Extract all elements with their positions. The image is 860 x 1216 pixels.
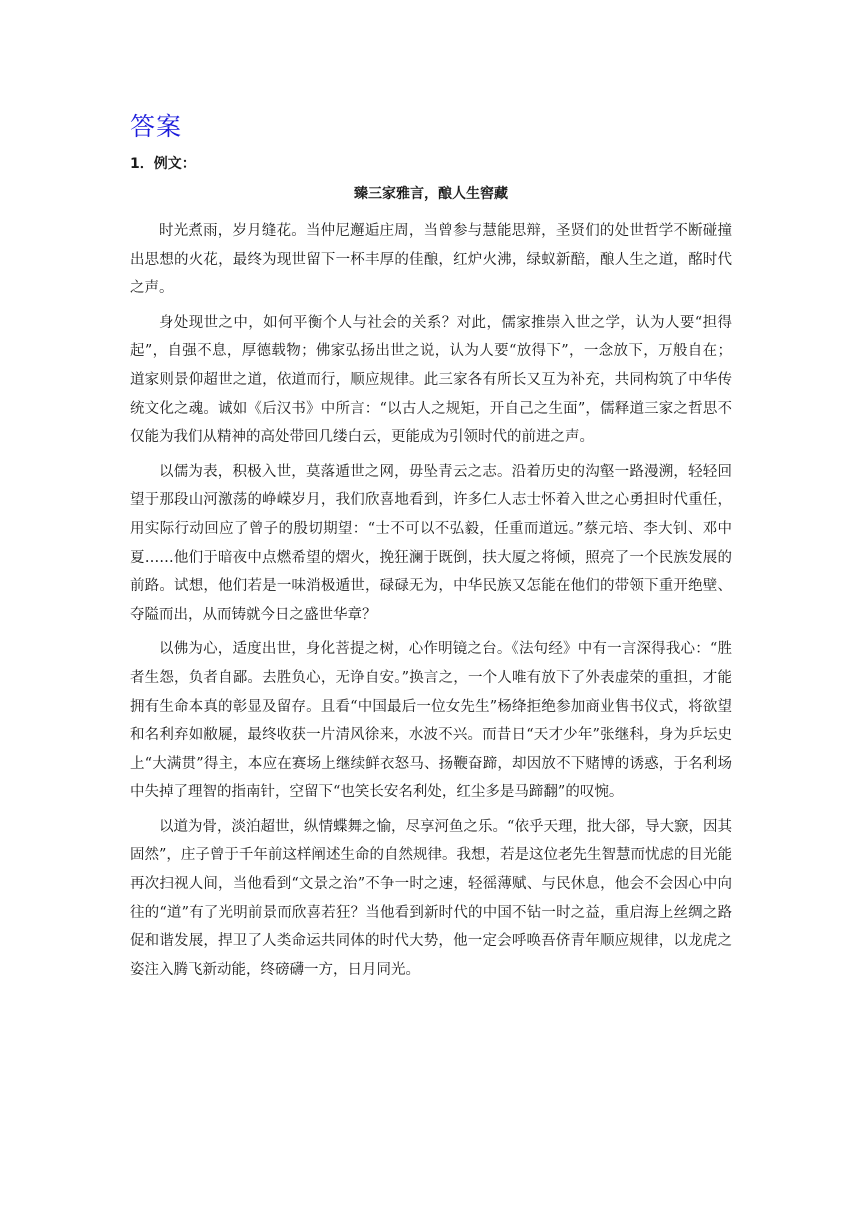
essay-paragraph: 以佛为心，适度出世，身化菩提之树，心作明镜之台。《法句经》中有一言深得我心：“胜者生怨，负者自鄙。去胜负心，无诤自安。”换言之，一个人唯有放下了外表虚荣的重担，才能拥有生命本真的彰显及留存。且看“中国最后一位女先生”杨绛拒绝参加商业售书仪式，将欲望和名利弃如敝屣，最终收获一片清风徐来，水波不兴。而昔日“天才少年”张继科，身为乒坛史上“大满贯”得主，本应在赛场上继续鲜衣怒马、扬鞭奋蹄，却因放不下赌博的诱惑，于名利场中失掉了理智的指南针，空留下“也笑长安名利处，红尘多是马蹄翻”的叹惋。 <box>130 641 732 801</box>
essay-paragraph: 以儒为表，积极入世，莫落遁世之网，毋坠青云之志。沿着历史的沟壑一路漫溯，轻轻回望于那段山河激荡的峥嵘岁月，我们欣喜地看到，许多仁人志士怀着入世之心勇担时代重任，用实际行动回应了曾子的殷切期望：“士不可以不弘毅，任重而道远。”蔡元培、李大钊、邓中夏……他们于暗夜中点燃希望的熠火，挽狂澜于既倒，扶大厦之将倾，照亮了一个民族发展的前路。试想，他们若是一味消极遁世，碌碌无为，中华民族又怎能在他们的带领下重开绝壁、夺隘而出，从而铸就今日之盛世华章？ <box>130 463 732 623</box>
answer-page <box>130 110 732 990</box>
item-label: 1．例文： <box>130 156 196 172</box>
essay-paragraph: 时光煮雨，岁月缝花。当仲尼邂逅庄周，当曾参与慧能思辩，圣贤们的处世哲学不断碰撞出思想的火花，最终为现世留下一杯丰厚的佳酿，红炉火沸，绿蚁新醅，酿人生之道，酩时代之声。 <box>130 223 732 297</box>
essay-paragraph: 身处现世之中，如何平衡个人与社会的关系？对此，儒家推崇入世之学，认为人要“担得起”，自强不息，厚德载物；佛家弘扬出世之说，认为人要“放得下”，一念放下，万般自在；道家则景仰超世之道，依道而行，顺应规律。此三家各有所长又互为补充，共同构筑了中华传统文化之魂。诚如《后汉书》中所言：“以古人之规矩，开自己之生面”，儒释道三家之哲思不仅能为我们从精神的高处带回几缕白云，更能成为引领时代的前进之声。 <box>130 314 732 446</box>
answer-heading: 答案 <box>130 112 183 141</box>
essay-paragraph: 以道为骨，淡泊超世，纵情蝶舞之愉，尽享河鱼之乐。“依乎天理，批大郤，导大窾，因其固然”，庄子曾于千年前这样阐述生命的自然规律。我想，若是这位老先生智慧而忧虑的目光能再次扫视人间，当他看到“文景之治”不争一时之速，轻徭薄赋、与民休息，他会不会因心中向往的“道”有了光明前景而欣喜若狂？当他看到新时代的中国不钻一时之益，重启海上丝绸之路促和谐发展，捍卫了人类命运共同体的时代大势，他一定会呼唤吾侪青年顺应规律，以龙虎之姿注入腾飞新动能，终磅礴一方，日月同光。 <box>130 818 732 978</box>
essay-title: 臻三家雅言，酿人生窖藏 <box>354 186 508 202</box>
